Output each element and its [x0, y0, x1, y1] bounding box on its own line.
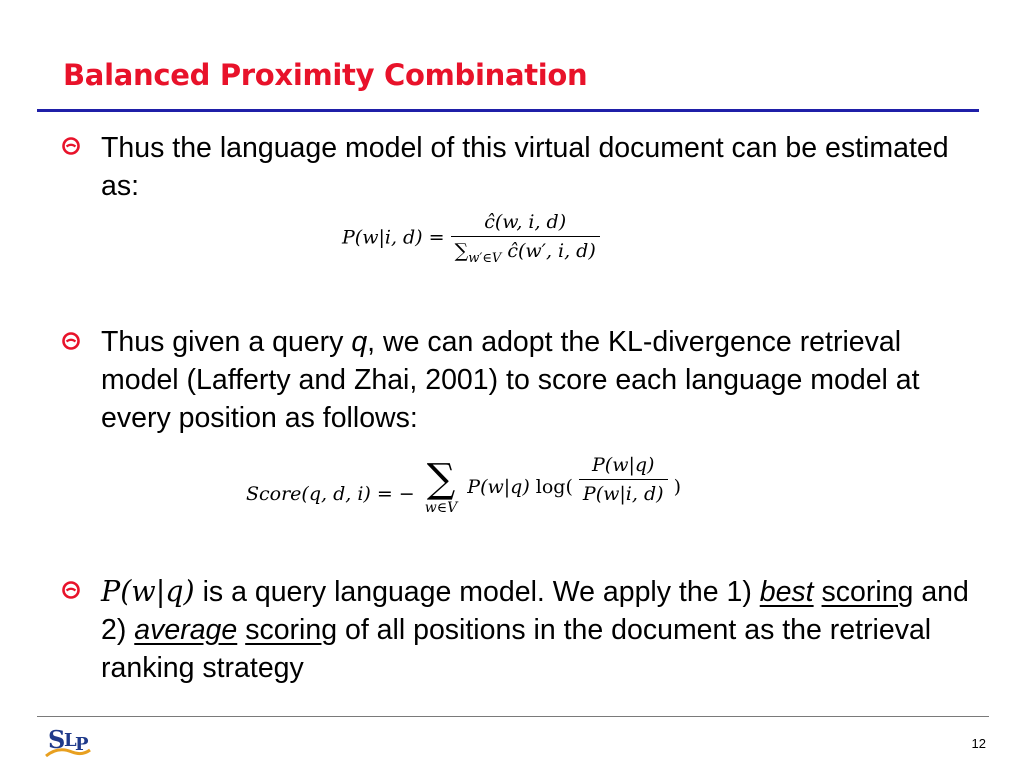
svg-text:P: P	[75, 734, 89, 755]
equation-2	[246, 453, 681, 548]
eq1-lhs: P(w|i, d) =	[342, 226, 445, 249]
eq2-close-paren: )	[673, 476, 681, 498]
bullet-3-part-b	[814, 576, 822, 608]
eq1-fraction	[451, 211, 600, 266]
svg-text:L: L	[64, 730, 77, 751]
eq2-numerator: P(w|q)	[592, 453, 655, 476]
eq2-sum-subscript: w∈V	[424, 500, 458, 516]
eq1-sum-symbol: ∑	[454, 240, 469, 262]
average-emphasis: average	[134, 614, 238, 646]
bullet-3-math-args: (w|q)	[120, 575, 195, 608]
page-number: 12	[971, 736, 986, 751]
bullet-2-part-a: Thus given a query	[101, 326, 352, 358]
title-rule	[37, 109, 979, 112]
scoring-underline-1: scoring	[821, 576, 914, 608]
footer-rule	[37, 716, 989, 717]
bullet-2-text	[101, 323, 961, 437]
eq2-lhs: Score(q, d, i) = −	[246, 483, 415, 505]
bullet-3-math-p: P	[101, 575, 121, 608]
bullet-icon	[62, 137, 80, 155]
eq2-fraction	[579, 454, 668, 505]
equation-1	[342, 211, 600, 266]
bullet-icon	[62, 332, 80, 350]
eq2-log: log(	[535, 476, 573, 498]
eq2-sum-block	[425, 458, 457, 516]
eq2-sum-symbol: ∑	[426, 456, 456, 502]
eq2-term: P(w|q)	[467, 476, 530, 498]
eq2-denominator: P(w|i, d)	[579, 479, 668, 505]
bullet-3-part-d	[237, 614, 245, 646]
slide-title: Balanced Proximity Combination	[63, 58, 588, 92]
bullet-3-part-c: and 2)	[101, 576, 969, 646]
bullet-1-body: Thus the language model of this virtual document can be estimated as:	[101, 132, 949, 202]
query-variable: q	[351, 326, 368, 358]
bullet-icon	[62, 581, 80, 599]
bullet-1-text	[101, 129, 981, 205]
eq1-denominator	[451, 236, 600, 266]
bullet-3-part-a: is a query language model. We apply the 1)	[194, 576, 760, 608]
bullet-3-part-e: of all positions in the document as the retrieval ranking strategy	[101, 614, 932, 684]
best-emphasis: best	[759, 576, 814, 608]
bullet-2-part-b: , we can adopt the KL-divergence retrieval model (Lafferty and Zhai, 2001) to score each language model at every position as follows:	[101, 326, 920, 434]
svg-text:S: S	[48, 725, 66, 754]
slp-logo-icon	[42, 722, 94, 762]
scoring-underline-2: scoring	[245, 614, 338, 646]
eq1-sum-subscript: w′∈V	[468, 250, 502, 266]
bullet-3-text	[101, 573, 971, 687]
eq1-denominator-term: ĉ(w′, i, d)	[501, 240, 596, 262]
eq1-numerator: ĉ(w, i, d)	[484, 211, 567, 233]
